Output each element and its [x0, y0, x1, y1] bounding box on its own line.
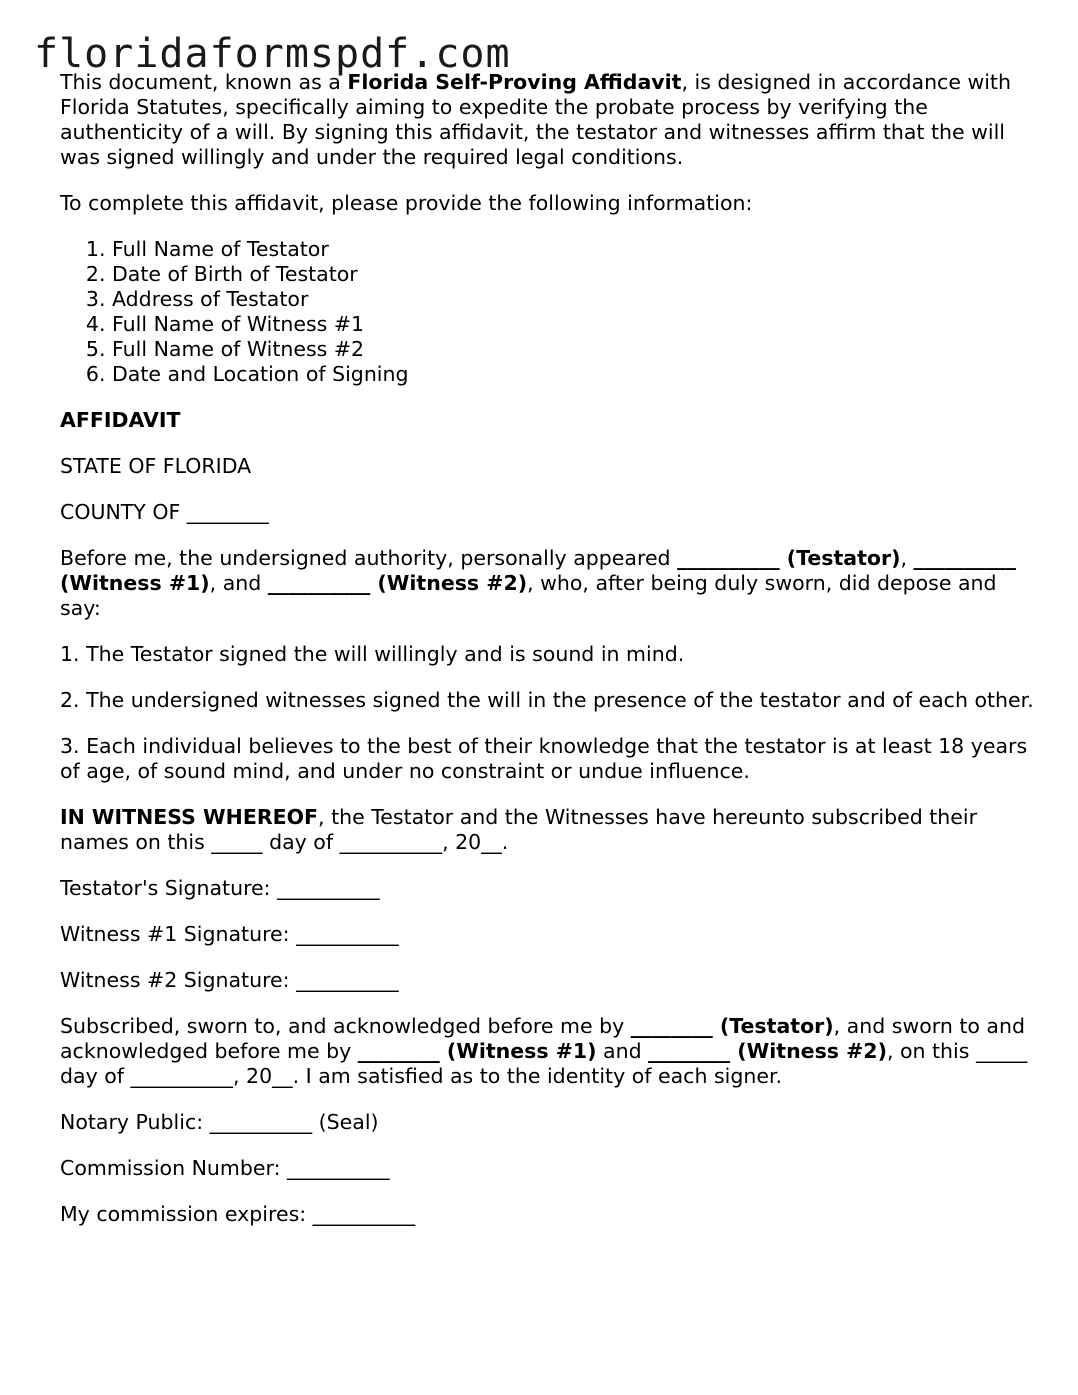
- testator-blank: __________ (Testator): [677, 546, 901, 570]
- appearance-paragraph: [60, 546, 1035, 621]
- list-item: 6. Date and Location of Signing: [112, 362, 1035, 387]
- appearance-text: , who, after being duly sworn, did depose and say:: [60, 571, 997, 620]
- statement-2: 2. The undersigned witnesses signed the will in the presence of the testator and of each other.: [60, 688, 1034, 712]
- intro-text-before: This document, known as a: [60, 70, 348, 94]
- appearance-text: , and: [209, 571, 268, 595]
- witness-whereof-heading: IN WITNESS WHEREOF: [60, 805, 319, 829]
- notary-testator-blank: ________ (Testator): [630, 1014, 834, 1038]
- list-item: 4. Full Name of Witness #1: [112, 312, 1035, 337]
- document-title: Florida Self-Proving Affidavit: [347, 70, 682, 94]
- witness1-signature-line: Witness #1 Signature: __________: [60, 922, 399, 946]
- witness2-signature-line: Witness #2 Signature: __________: [60, 968, 399, 992]
- instructions-text: To complete this affidavit, please provide the following information:: [60, 191, 753, 215]
- intro-paragraph: [60, 70, 1035, 170]
- affidavit-document: [60, 70, 1035, 1248]
- notary-clause-paragraph: [60, 1014, 1035, 1089]
- notary-clause-text: , on this _____ day of __________, 20__. I am satisfied as to the identity of each signer.: [60, 1039, 1028, 1088]
- testator-signature-line: Testator's Signature: __________: [60, 876, 380, 900]
- statement-3: 3. Each individual believes to the best of their knowledge that the testator is at least 18 years of age, of sound mind, and under no constraint or undue influence.: [60, 734, 1028, 783]
- notary-witness2-blank: ________ (Witness #2): [648, 1039, 887, 1063]
- list-item: 3. Address of Testator: [112, 287, 1035, 312]
- affidavit-heading: AFFIDAVIT: [60, 408, 181, 432]
- appearance-text: Before me, the undersigned authority, personally appeared: [60, 546, 678, 570]
- notary-witness1-blank: ________ (Witness #1): [357, 1039, 597, 1063]
- witness1-blank: __________ (Witness #1): [60, 546, 1017, 595]
- list-item: 1. Full Name of Testator: [112, 237, 1035, 262]
- list-item: 5. Full Name of Witness #2: [112, 337, 1035, 362]
- required-info-list: [60, 237, 1035, 387]
- notary-public-line: Notary Public: __________ (Seal): [60, 1110, 379, 1134]
- list-item: 2. Date of Birth of Testator: [112, 262, 1035, 287]
- intro-text-after: , is designed in accordance with Florida Statutes, specifically aiming to expedite the probate process by verifying the authenticity of a will. By signing this affidavit, the testator and witnesses affirm that the will was signed willingly and under the required legal conditions.: [60, 70, 1011, 169]
- notary-clause-text: , and sworn to and acknowledged before me by: [60, 1014, 1025, 1063]
- commission-number-line: Commission Number: __________: [60, 1156, 390, 1180]
- notary-clause-text: Subscribed, sworn to, and acknowledged before me by: [60, 1014, 631, 1038]
- witness-whereof-text: , the Testator and the Witnesses have hereunto subscribed their names on this _____ day of __________, 20__.: [60, 805, 978, 854]
- notary-clause-text: and: [596, 1039, 649, 1063]
- witness2-blank: __________ (Witness #2): [267, 571, 528, 595]
- statement-1: 1. The Testator signed the will willingly and is sound in mind.: [60, 642, 685, 666]
- county-line: COUNTY OF ________: [60, 500, 269, 524]
- commission-expires-line: My commission expires: __________: [60, 1202, 416, 1226]
- site-watermark: floridaformspdf.com: [34, 31, 511, 77]
- state-line: STATE OF FLORIDA: [60, 454, 252, 478]
- appearance-text: ,: [900, 546, 914, 570]
- witness-whereof-paragraph: [60, 805, 1035, 855]
